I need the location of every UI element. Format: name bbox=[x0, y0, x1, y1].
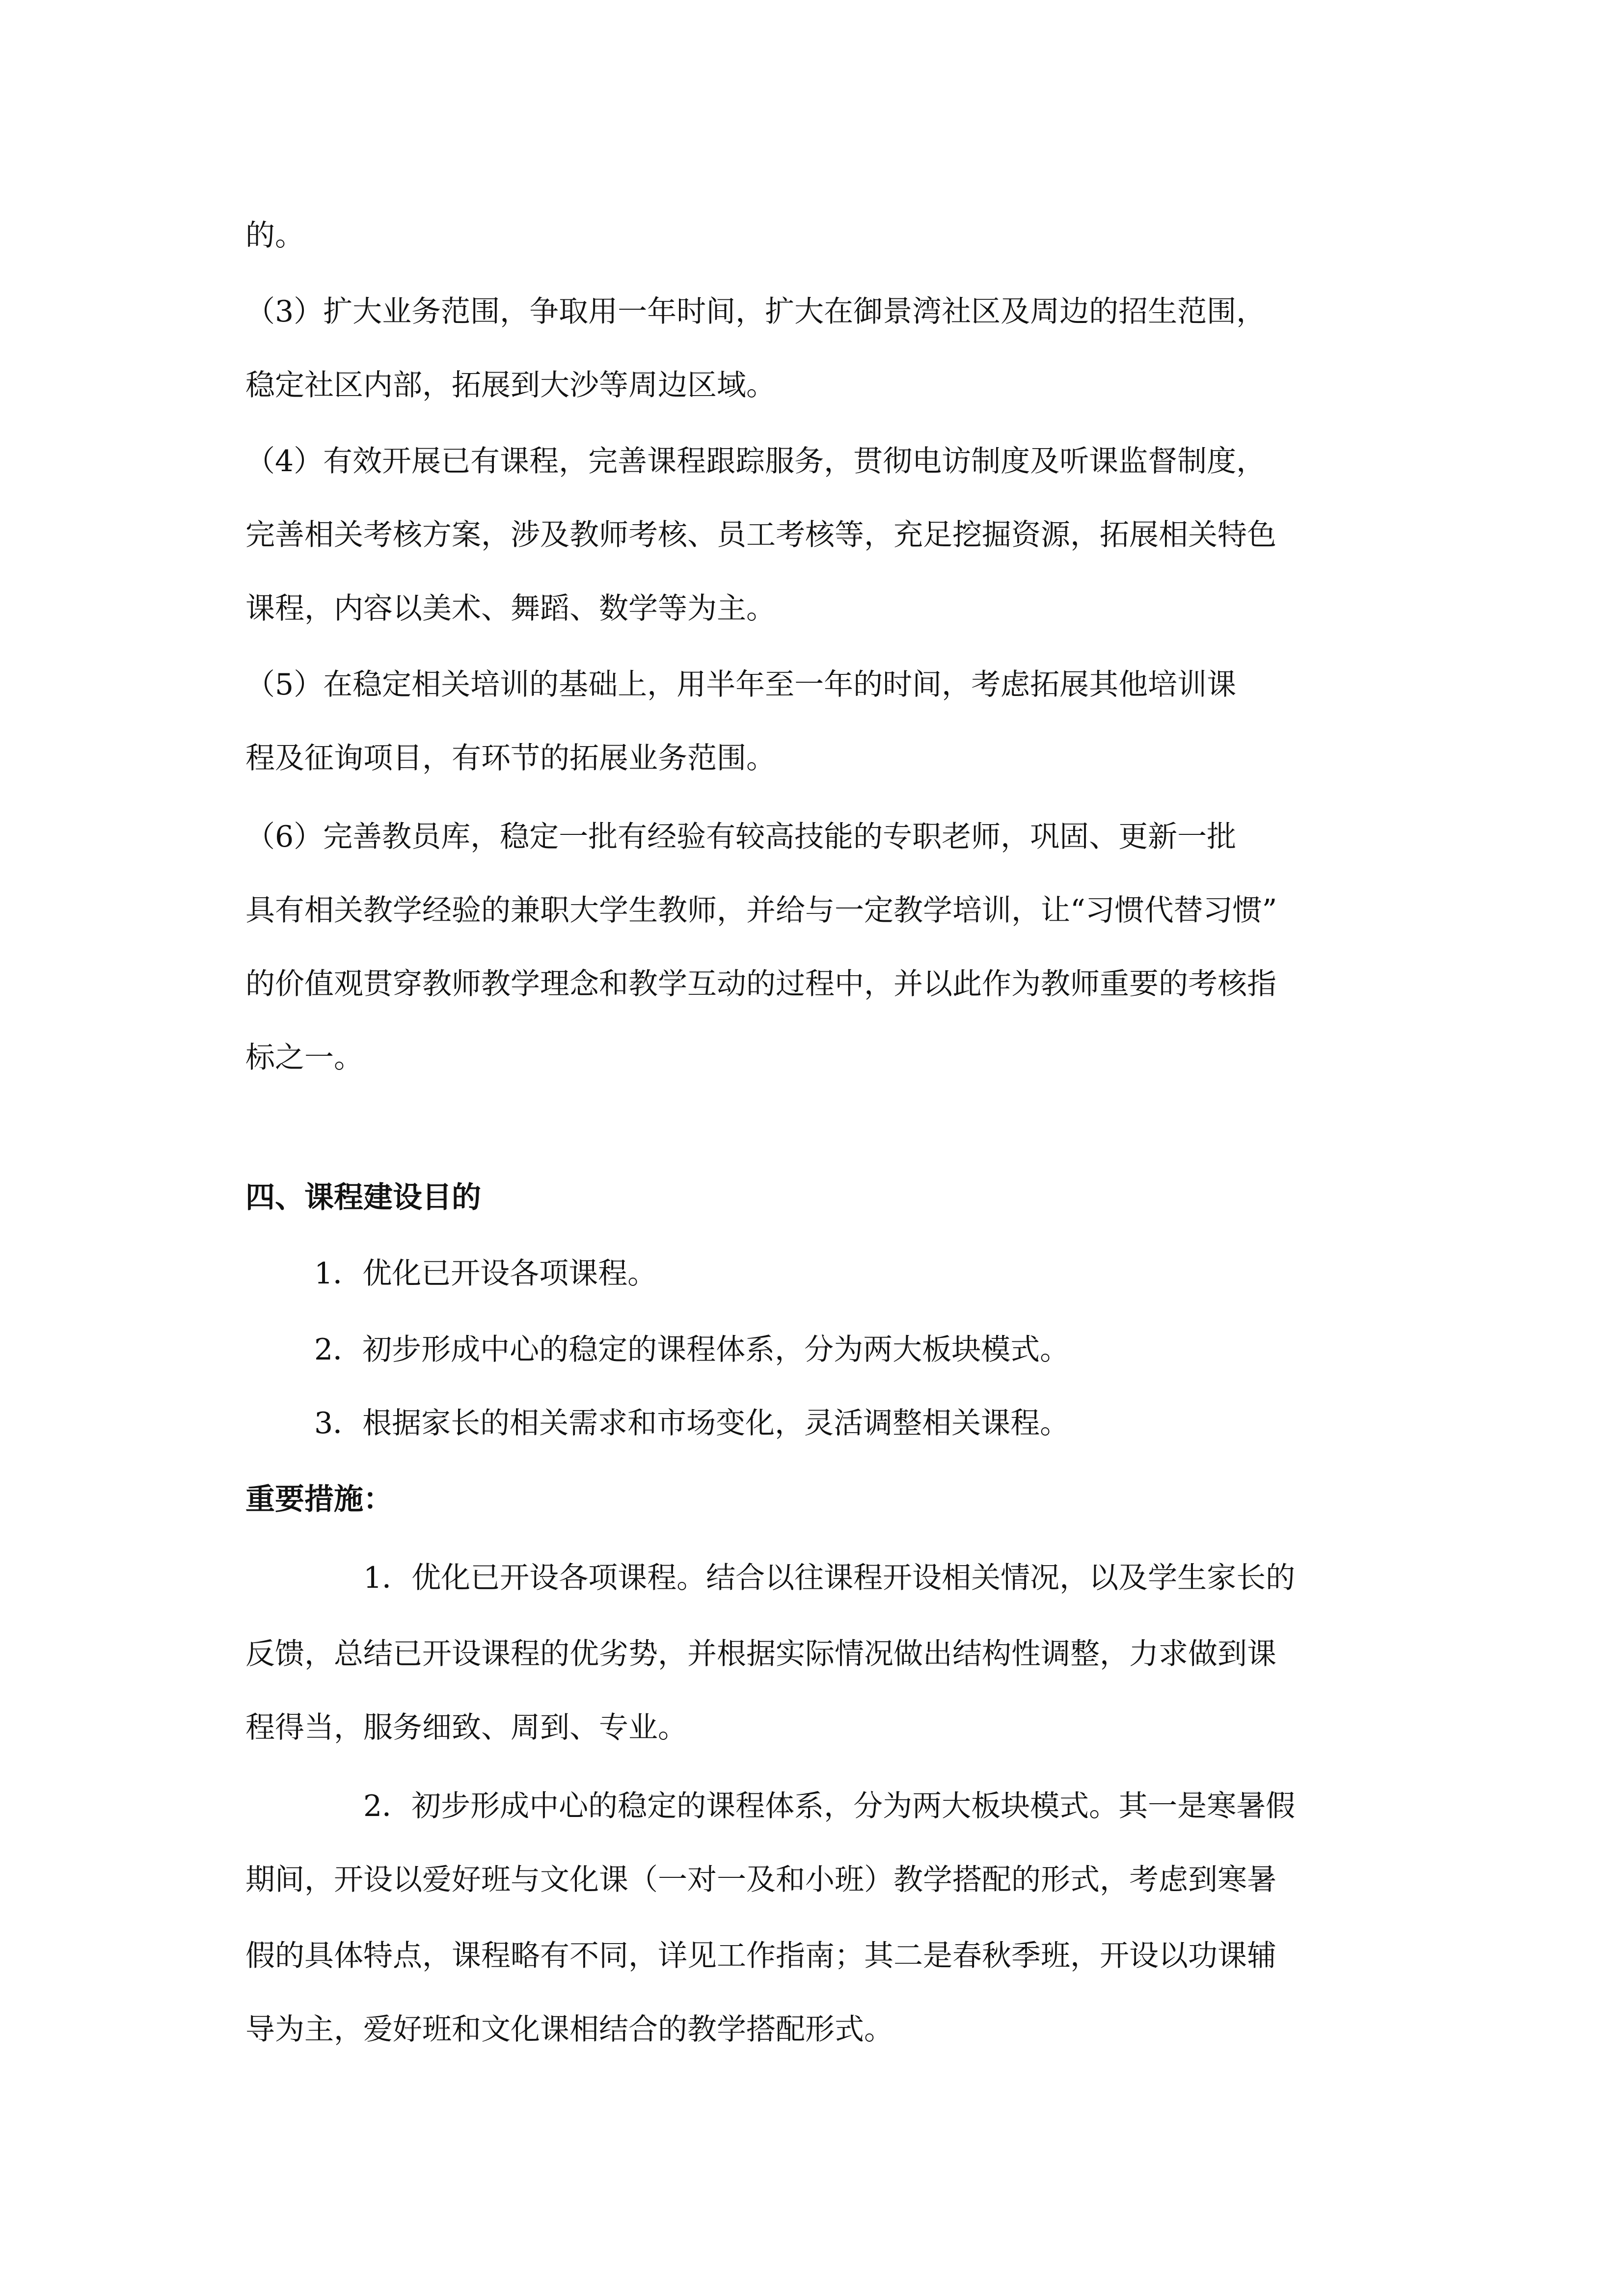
list-item: 1．优化已开设各项课程。 bbox=[314, 1256, 657, 1291]
section-heading: 四、课程建设目的 bbox=[245, 1180, 481, 1215]
paragraph-line: （3）扩大业务范围，争取用一年时间，扩大在御景湾社区及周边的招生范围， bbox=[245, 294, 1266, 329]
paragraph-line: （4）有效开展已有课程，完善课程跟踪服务，贯彻电访制度及听课监督制度， bbox=[245, 444, 1266, 479]
paragraph-line: 完善相关考核方案，涉及教师考核、员工考核等，充足挖掘资源，拓展相关特色 bbox=[245, 518, 1276, 552]
paragraph-line: 程得当，服务细致、周到、专业。 bbox=[245, 1710, 687, 1745]
paragraph-line: （6）完善教员库，稳定一批有经验有较高技能的专职老师，巩固、更新一批 bbox=[245, 820, 1237, 854]
paragraph-line: 稳定社区内部，拓展到大沙等周边区域。 bbox=[245, 368, 776, 402]
list-item: 2．初步形成中心的稳定的课程体系，分为两大板块模式。 bbox=[314, 1333, 1070, 1367]
paragraph-line: 假的具体特点，课程略有不同，详见工作指南；其二是春秋季班，开设以功课辅 bbox=[245, 1939, 1276, 1973]
paragraph-line: 具有相关教学经验的兼职大学生教师，并给与一定教学培训，让“习惯代替习惯” bbox=[245, 893, 1277, 928]
subheading: 重要措施： bbox=[245, 1482, 393, 1517]
list-item: 3．根据家长的相关需求和市场变化，灵活调整相关课程。 bbox=[314, 1406, 1070, 1441]
paragraph-line: 课程，内容以美术、舞蹈、数学等为主。 bbox=[245, 591, 776, 626]
paragraph-line: 标之一。 bbox=[245, 1041, 363, 1075]
paragraph-line: 期间，开设以爱好班与文化课（一对一及和小班）教学搭配的形式，考虑到寒暑 bbox=[245, 1863, 1276, 1897]
paragraph-line: 反馈，总结已开设课程的优劣势，并根据实际情况做出结构性调整，力求做到课 bbox=[245, 1637, 1276, 1671]
paragraph-line: 导为主，爱好班和文化课相结合的教学搭配形式。 bbox=[245, 2012, 893, 2047]
paragraph-line: 2．初步形成中心的稳定的课程体系，分为两大板块模式。其一是寒暑假 bbox=[363, 1789, 1296, 1823]
paragraph-line: （5）在稳定相关培训的基础上，用半年至一年的时间，考虑拓展其他培训课 bbox=[245, 667, 1237, 702]
paragraph-line: 1．优化已开设各项课程。结合以往课程开设相关情况，以及学生家长的 bbox=[363, 1561, 1296, 1595]
paragraph-line: 的价值观贯穿教师教学理念和教学互动的过程中，并以此作为教师重要的考核指 bbox=[245, 967, 1276, 1001]
paragraph-line: 的。 bbox=[245, 218, 304, 253]
paragraph-line: 程及征询项目，有环节的拓展业务范围。 bbox=[245, 741, 776, 775]
